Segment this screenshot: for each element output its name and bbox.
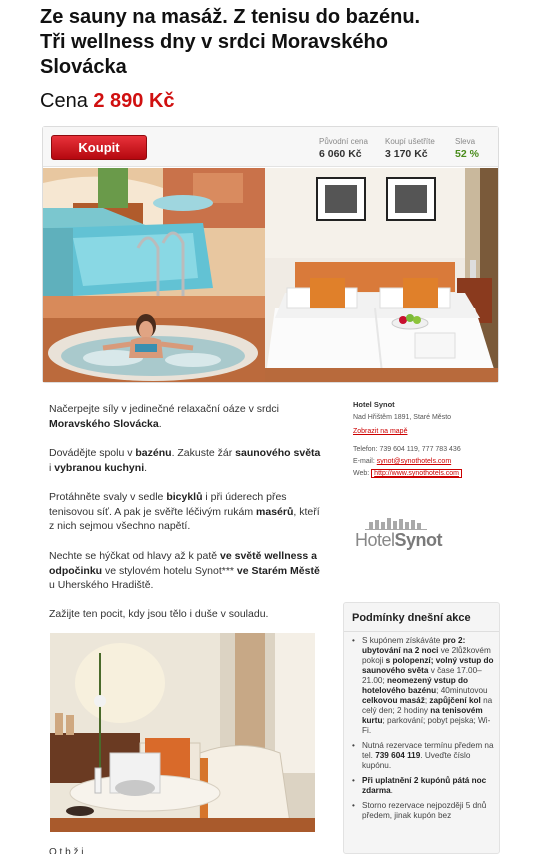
- p2-text-c: i: [49, 461, 55, 474]
- web-label: Web:: [353, 470, 370, 477]
- p4-text-c: u Uherského Hradiště.: [49, 579, 154, 591]
- p2-bold-c: vybranou kuchyni: [54, 461, 145, 474]
- p1-text-b: .: [158, 417, 162, 430]
- savings-label: Koupí ušetříte: [385, 137, 435, 146]
- email-link[interactable]: synot@synothotels.com: [376, 458, 452, 465]
- deal-title-line-2: Tři wellness dny v srdci Moravského: [40, 31, 388, 53]
- hotel-name: Hotel Synot: [353, 400, 395, 409]
- description-p5: Zažijte ten pocit, kdy jsou tělo i duše v souladu.: [49, 608, 269, 620]
- p4-text-a: Nechte se hýčkat od hlavy až k patě: [49, 550, 221, 562]
- savings-value: 3 170 Kč: [385, 148, 428, 160]
- buy-button[interactable]: Koupit: [51, 135, 147, 160]
- discount-stat: [455, 137, 479, 161]
- room-photo: [265, 168, 498, 382]
- conditions-list: [352, 636, 497, 826]
- description-p4: [49, 549, 324, 593]
- deal-price: [40, 88, 175, 114]
- description-cut-line: O t b ž i: [49, 847, 84, 854]
- original-price-value: 6 060 Kč: [319, 148, 362, 160]
- pool-photo: [43, 168, 265, 382]
- price-value: 2 890 Kč: [93, 90, 175, 112]
- hotel-logo-text: [355, 530, 442, 551]
- p2-bold-b: saunového světa: [235, 447, 321, 459]
- hotel-email-row: [353, 458, 451, 465]
- p3-bold-b: masérů: [256, 505, 294, 518]
- p3-bold-a: bicyklů: [166, 491, 203, 503]
- savings-stat: [385, 137, 435, 161]
- p4-bold-b: ve Starém Městě: [236, 564, 320, 577]
- condition-item: • Nutná rezervace termínu předem na tel. 739 604 119. Uveďte číslo kupónu.: [352, 741, 497, 771]
- p3-text-c: , kteří z nich sejmou všechno napětí.: [49, 505, 320, 532]
- deal-title: [40, 5, 540, 80]
- hotel-phone-row: [353, 446, 461, 453]
- conditions-box: [343, 602, 500, 854]
- p2-text-a: Dovádějte spolu v: [49, 447, 136, 459]
- lounge-photo-illustration: [50, 633, 315, 832]
- description-p1: [49, 402, 324, 431]
- room-photo-illustration: [265, 168, 498, 382]
- hotel-logo-icon: [355, 518, 447, 556]
- phone-label: Telefon:: [353, 446, 378, 453]
- web-link[interactable]: http://www.synothotels.com: [371, 469, 462, 478]
- condition-item: • Storno rezervace nejpozději 5 dnů předem, jinak kupón bez: [352, 801, 497, 821]
- email-label: E-mail:: [353, 458, 375, 465]
- p1-bold-a: Moravského Slovácka: [49, 417, 159, 430]
- logo-text-light: Hotel: [355, 530, 395, 550]
- price-label: Cena: [40, 90, 88, 112]
- p2-text-b: . Zakuste žár: [171, 447, 236, 459]
- conditions-title: Podmínky dnešní akce: [352, 612, 471, 624]
- hotel-address: Nad Hřištěm 1891, Staré Město: [353, 414, 452, 421]
- phone-value: 739 604 119, 777 783 436: [379, 446, 461, 453]
- p4-text-b: ve stylovém hotelu Synot***: [102, 564, 237, 577]
- discount-value: 52 %: [455, 148, 479, 160]
- logo-skyline-icon: [355, 518, 447, 530]
- description-p2: [49, 446, 324, 475]
- buy-bar: [43, 127, 498, 167]
- discount-label: Sleva: [455, 137, 476, 146]
- p2-bold-a: bazénu: [135, 447, 172, 459]
- p4-bold-a: ve světě wellness a odpočinku: [49, 550, 317, 577]
- original-price-label: Původní cena: [319, 137, 368, 146]
- condition-item: • Při uplatnění 2 kupónů pátá noc zdarma.: [352, 776, 497, 796]
- hotel-web-row: [353, 470, 462, 477]
- description-p3: [49, 490, 324, 534]
- p3-text-b: i při úderech přes tenisovou síť. A pak je svěřte léčivým rukám: [49, 491, 287, 518]
- p1-text-a: Načerpejte síly v jedinečné relaxační oáze v srdci: [49, 403, 279, 415]
- logo-text-bold: Synot: [394, 530, 443, 550]
- pool-photo-illustration: [43, 168, 265, 382]
- deal-title-line-3: Slovácka: [40, 56, 127, 78]
- deal-box: [42, 126, 499, 383]
- show-on-map-link[interactable]: Zobrazit na mapě: [353, 428, 408, 435]
- conditions-divider: [344, 631, 499, 632]
- lounge-photo: [50, 633, 315, 832]
- p2-text-d: .: [144, 461, 148, 474]
- original-price-stat: [319, 137, 368, 161]
- p3-text-a: Protáhněte svaly v sedle: [49, 491, 167, 503]
- deal-title-line-1: Ze sauny na masáž. Z tenisu do bazénu.: [40, 6, 421, 28]
- condition-item: • S kupónem získáváte pro 2: ubytování na 2 noci ve 2lůžkovém pokoji s polopenzí; volný vstup do saunového světa v čase 17.00–21.00; neomezený vstup do hotelového bazénu; 40minutovou celkovou masáž; zapůjčení kol na celý den; 2 hodiny na tenisovém kurtu; parkování; pobyt pejska; Wi-Fi.: [352, 636, 497, 736]
